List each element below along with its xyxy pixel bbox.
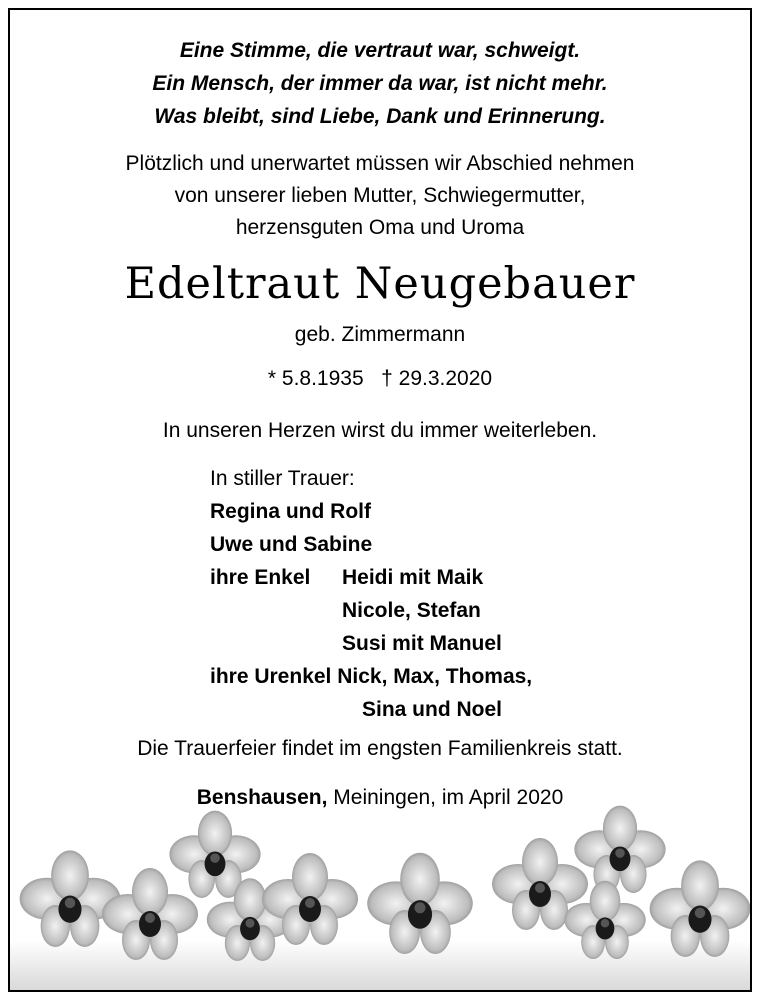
- grandchildren-label: ihre Enkel: [210, 566, 311, 589]
- mourners-list: [210, 462, 532, 726]
- deceased-name: Edeltraut Neugebauer: [124, 259, 636, 309]
- quote-block: [10, 34, 750, 133]
- mourner-line: Uwe und Sabine: [210, 533, 373, 556]
- grandchildren-row: [210, 627, 532, 660]
- place-bold: Benshausen,: [196, 786, 328, 809]
- life-dates: * 5.8.1935 † 29.3.2020: [267, 367, 493, 390]
- mourners-heading: In stiller Trauer:: [210, 467, 355, 490]
- great-grandchild-entry: Sina und Noel: [362, 698, 503, 721]
- great-grandchildren-row: [210, 660, 532, 693]
- great-grandchildren-label: ihre Urenkel: [210, 665, 332, 688]
- intro-block: [10, 148, 750, 244]
- quote-line: Was bleibt, sind Liebe, Dank und Erinnerung.: [154, 105, 606, 128]
- funeral-note: Die Trauerfeier findet im engsten Familienkreis statt.: [137, 737, 623, 760]
- great-grandchild-entry: Nick, Max, Thomas,: [337, 665, 533, 688]
- great-grandchildren-row: [210, 693, 532, 726]
- grandchild-entry: Nicole, Stefan: [342, 599, 481, 622]
- sentiment-line: In unseren Herzen wirst du immer weiterleben.: [162, 419, 598, 442]
- birth-name: geb. Zimmermann: [294, 323, 466, 346]
- obituary-frame: [8, 8, 752, 992]
- quote-line: Ein Mensch, der immer da war, ist nicht mehr.: [152, 72, 608, 95]
- orchid-flowers-icon: [10, 800, 750, 990]
- intro-line: herzensguten Oma und Uroma: [235, 216, 525, 239]
- grandchildren-row: [210, 561, 532, 594]
- intro-line: von unserer lieben Mutter, Schwiegermutter,: [174, 184, 586, 207]
- intro-line: Plötzlich und unerwartet müssen wir Abschied nehmen: [125, 152, 635, 175]
- mourner-line: Regina und Rolf: [210, 500, 371, 523]
- grandchild-entry: Heidi mit Maik: [342, 566, 484, 589]
- quote-line: Eine Stimme, die vertraut war, schweigt.: [179, 39, 581, 62]
- grandchild-entry: Susi mit Manuel: [342, 632, 502, 655]
- place-rest: Meiningen, im April 2020: [327, 786, 564, 809]
- grandchildren-row: [210, 594, 532, 627]
